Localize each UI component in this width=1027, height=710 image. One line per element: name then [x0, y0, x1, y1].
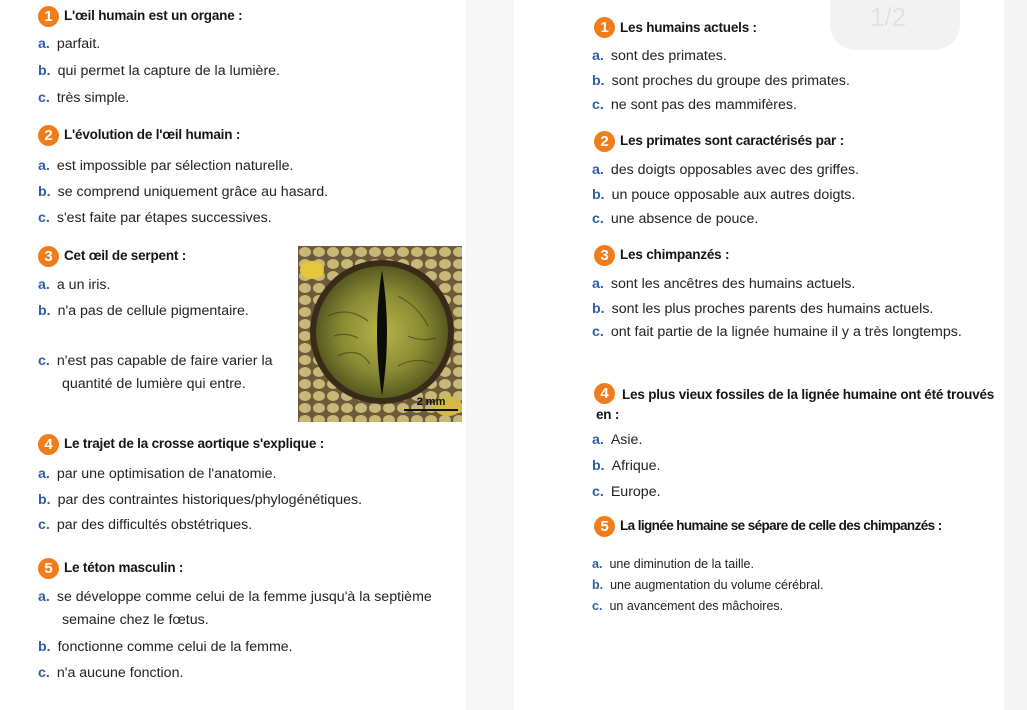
question-title: L'évolution de l'œil humain :: [64, 127, 241, 142]
answer-option[interactable]: c. ont fait partie de la lignée humaine il y a très longtemps.: [592, 324, 962, 340]
answer-option[interactable]: a. sont les ancêtres des humains actuels.: [592, 276, 856, 292]
answer-option[interactable]: c. Europe.: [592, 484, 661, 500]
question-number: 1: [38, 6, 59, 27]
question-number: 1: [594, 17, 615, 38]
answer-option[interactable]: b. un pouce opposable aux autres doigts.: [592, 187, 856, 203]
column-separator: [466, 0, 514, 710]
question-title: La lignée humaine se sépare de celle des chimpanzés :: [620, 518, 942, 533]
answer-option[interactable]: c. s'est faite par étapes successives.: [38, 210, 272, 226]
answer-option[interactable]: c. n'est pas capable de faire varier la quantité de lumière qui entre.: [38, 353, 273, 392]
question-title: Les humains actuels :: [620, 20, 757, 35]
question-title: Le téton masculin :: [64, 560, 184, 575]
answer-option[interactable]: a. a un iris.: [38, 277, 111, 293]
question-title: Les chimpanzés :: [620, 247, 730, 262]
answer-option[interactable]: b. se comprend uniquement grâce au hasard.: [38, 184, 329, 200]
question-title: Les primates sont caractérisés par :: [620, 133, 844, 148]
page-counter-badge: [830, 0, 960, 50]
answer-option[interactable]: b. n'a pas de cellule pigmentaire.: [38, 303, 249, 319]
answer-option[interactable]: a. Asie.: [592, 432, 643, 448]
answer-option[interactable]: a. par une optimisation de l'anatomie.: [38, 466, 277, 482]
question-number: 5: [594, 516, 615, 537]
scale-bar: 2 mm: [404, 396, 458, 411]
question-number: 4: [38, 434, 59, 455]
answer-option[interactable]: b. fonctionne comme celui de la femme.: [38, 639, 293, 655]
answer-option[interactable]: a. une diminution de la taille.: [592, 557, 754, 571]
answer-option[interactable]: c. par des difficultés obstétriques.: [38, 517, 253, 533]
answer-option[interactable]: b. Afrique.: [592, 458, 661, 474]
answer-option[interactable]: a. des doigts opposables avec des griffes.: [592, 162, 860, 178]
answer-option[interactable]: a. sont des primates.: [592, 48, 727, 64]
answer-option[interactable]: b. sont les plus proches parents des humains actuels.: [592, 301, 934, 317]
answer-option[interactable]: a. se développe comme celui de la femme jusqu'à la septième semaine chez le fœtus.: [38, 589, 432, 628]
answer-option[interactable]: b. une augmentation du volume cérébral.: [592, 578, 824, 592]
answer-option[interactable]: c. un avancement des mâchoires.: [592, 599, 784, 613]
question-title: Cet œil de serpent :: [64, 248, 187, 263]
answer-option[interactable]: a. est impossible par sélection naturelle.: [38, 158, 294, 174]
question-number: 2: [38, 125, 59, 146]
question-number: 3: [38, 246, 59, 267]
answer-option[interactable]: b. qui permet la capture de la lumière.: [38, 63, 280, 79]
question-number: 2: [594, 131, 615, 152]
question-number: 5: [38, 558, 59, 579]
question-number: 4: [594, 383, 615, 404]
answer-option[interactable]: b. sont proches du groupe des primates.: [592, 73, 850, 89]
answer-option[interactable]: c. ne sont pas des mammifères.: [592, 97, 797, 113]
answer-option[interactable]: c. n'a aucune fonction.: [38, 665, 184, 681]
page-counter: 1/2: [870, 2, 907, 32]
answer-option[interactable]: c. une absence de pouce.: [592, 211, 759, 227]
answer-option[interactable]: c. très simple.: [38, 90, 130, 106]
question-title: L'œil humain est un organe :: [64, 8, 243, 23]
right-margin: [1004, 0, 1027, 710]
question-title: Les plus vieux fossiles de la lignée humaine ont été trouvés en :: [596, 387, 995, 422]
answer-option[interactable]: b. par des contraintes historiques/phylogénétiques.: [38, 492, 363, 508]
answer-option[interactable]: a. parfait.: [38, 36, 101, 52]
question-title: Le trajet de la crosse aortique s'explique :: [64, 436, 325, 451]
question-number: 3: [594, 245, 615, 266]
